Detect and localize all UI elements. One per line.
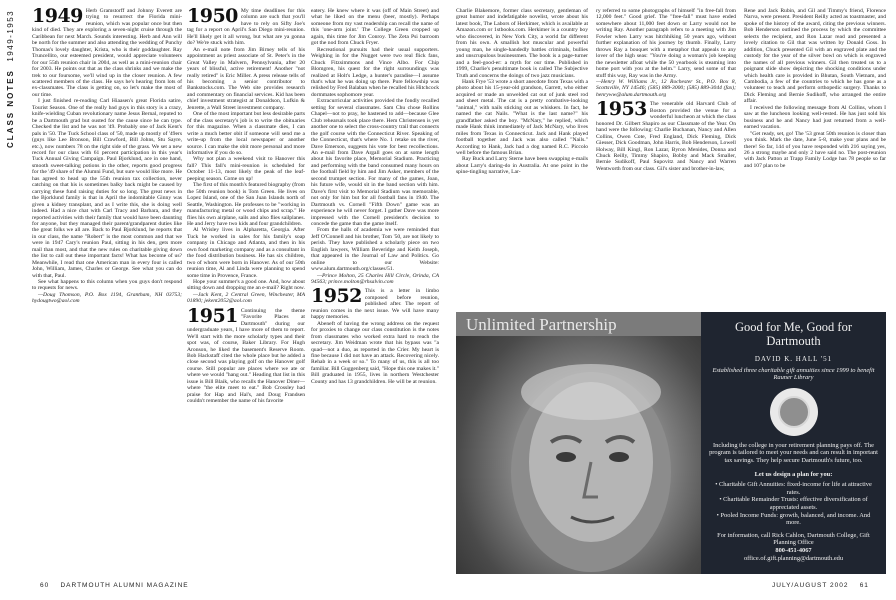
class-1950-signature: —Jack Kent, 2 Central Green, Winchester, MA 01890; jekent2052@aol.com [187, 291, 305, 305]
ad-plan-item: • Charitable Gift Annuities: fixed-income for life at attractive rates. [715, 481, 872, 496]
class-1950-paragraph: Al Wrisley lives in Alpharetta, Georgia. After Tuck he worked in sales for his family's soap company in Chicago and Atlanta, and then in his own food marketing company and as a consultant in the food distribution business. He has six children, two of whom were born in Hanover. As of our 50th reunion time, Al and Linda were planning to spend some time in Provence, France. [187, 227, 305, 279]
ad-plan-item: • Pooled Income Funds: growth, balanced, and income. And more. [716, 511, 871, 527]
ad-contact: For information, call Rick Cahlon, Dartmouth College, Gift Planning Office [717, 531, 870, 547]
class-1950-paragraph: The first of this month's featured biography (from the 50th reunion book) is Tom Green. He lives on Lopez Island, one of the San Juan Islands north of Seattle, Washington. He professes to be "working in manufacturing metal or wood chips and scrap." He flies his own airplane, sails and also flies sailplanes. He and Jerry have two kids and four grandchildren. [187, 182, 305, 227]
class-1949-intro: 1949 Herb Gramstorff and Johnny Everett are trying to resurrect the Florida mini-reunion, which was popular once but then kind of died. They are exploring a seven-night cruise through the Caribbean for next March. Sounds interesting. Herb and Ann will be north for the summer and also attending the wedding of Punchy Thomas's lovely daughter, Krista, who is their goddaughter. Ray Truncellito, our esteemed president, would appreciate volunteers for our 55th reunion chair in 2004, as well as a mini-reunion chair for 2003. He points out that as the class shrinks and we make the trek to our foursome, we'll wind up in the closer reunion. A few scattered members of the class. He says he's hearing from lots of ex-classmates. The class is getting on, so let's make the most of our time. [32, 5, 182, 98]
class-year-1949: 1949 [32, 5, 83, 27]
class-1951-paragraph: From the halls of academia we were reminded that Jeff O'Connell and his brother, Tom '50, are not likely to perish. They have published a scholarly piece on two English lawyers, William Beveridge and Keith Joseph, that appeared in the Journal of Law and Politics. Go online to our Website: www.alum.dartmouth.org/classes/51. [311, 227, 439, 273]
column-1951 [311, 8, 439, 385]
ad-author: DAVID K. HALL '51 [754, 355, 833, 363]
column-1952-cont [456, 8, 588, 308]
class-1952-paragraph: Ray Buck and Larry Sterne have been swapping e-mails about Larry's daring-do in Australia. At one point in the spine-tingling narrative, Lar- [456, 156, 588, 176]
column-1949 [32, 5, 182, 568]
class-1951-intro: 1951 Continuing the theme "Favorite Places at Dartmouth" during our undergraduate years, I have more of them to report. We'll start with the more scholarly types and their spot was, of course, Baker Library. For Hugh Aronson, he liked the basement's Reserve Room. Bob Hackstaff cited the whole place but he added a close second was playing golf on the Hanover golf course. Still popular are places where we ate or where we would "hang out." Heading that list in this issue is Bill Blaik, who recalls the Hanover Diner—where "the elite meet to eat." Bob Crossley had praise for Hap and Hal's, and Doug Frandsen couldn't remember the name of his favorite [187, 304, 305, 405]
section-tab-text [6, 10, 20, 170]
class-1950-paragraph: An e-mail note from Jim Birney tells of his appointment as priest associate of St. Peter's in the Great Valley in Malvern, Pennsylvania, after 20 years of blissful, active retirement! Another "not really retired" is Eric Miller. A press release tells of his becoming a senior contributor to Bankstocks.com. The Web site provides research and commentary on financial services. Kid has been chief investment strategist at Donaldson, Lufkin & Jenrette, a Wall Street investment company. [187, 46, 305, 111]
ad-phone[interactable]: 800-451-4067 [775, 546, 812, 554]
class-1952-signature: —Henry W. Williams Jr., 12 Rochester St., P.O. Box 8, Scottsville, NY 14546; (585) 889-3000; (585) 889-3044 (fax); henryww@alum.dartmouth.org [596, 78, 736, 98]
class-1952-paragraph: ry referred to some photographs of himself "in free-fall from 12,000 feet." Good grief. The "free-fall" must have ended somewhere about 11,000 feet down or Larry would not be writing Ray. Another paragraph refers to a meeting with Jim Fowler when Larry was hitchhiking 50 years ago, without further explanation of his journey by thumb. Finally, Larry throws Ray a bouquet with a metaphor that appeals to any lover of the high seas: "You're doing a woman's job keeping the newsletter afloat while the 50 yearbook is steaming into home port with you at the helm." Larry, send some of that stuff this way, Ray was in the Army. [596, 8, 736, 79]
ad-body: Including the college in your retirement planning pays off. The program is tailored to meet your needs and can result in important tax savings. They help secure Dartmouth's future, too. [709, 441, 878, 464]
class-1951-paragraph: Recreational pursuits had their usual supporters. Weighing in for the Nugget were two real flick fans, Chuck Fitzsimmons and Vince Albo. For Chip Blomgren, his quest for the right surroundings was realized at Holt's Ledge, a hunter's paradise—I assume that's what he was doing up there. Pure fellowship was relished by Fred Balaban when he recalled his Hitchcock dormmates sophomore year. [311, 46, 439, 98]
portrait-illustration [456, 312, 701, 574]
ad-plan-item: • Charitable Remainder Trusts: effective diversification of appreciated assets. [719, 496, 868, 511]
column-1953-cont [744, 8, 886, 308]
ad-plan-heading: Let us design a plan for you: [754, 470, 833, 478]
ad-email-link[interactable]: office.of.gift.planning@dartmouth.edu [743, 554, 844, 562]
class-year-1951: 1951 [187, 304, 238, 327]
section-label: CLASS NOTES [6, 69, 15, 149]
ad-panel [701, 312, 886, 574]
ad-headline: Good for Me, Good for Dartmouth [735, 320, 852, 348]
left-footer [40, 582, 189, 589]
ad-tagline: Established three charitable gift annuities since 1999 to benefit Rauner Library [712, 366, 875, 382]
class-year-1953: 1953 [596, 98, 647, 121]
class-1952-paragraph: Abeneft of having the wrong address on the request for proxies to change our class constitution is the notes from classmates who worked extra hard to reach the secretary. Jim Weidman wrote that his bypass was "a quad—not a duo, as reported in the Crier. My heart is fine because I did not have an attack. Recovering nicely. Rehab in a week or so." To many of us, this is all too familiar. Bill Guggenberg said, "Hope this one makes it." Bill graduated in 1955, lives in northern Westchester County and has 13 grandchildren. He will be at reunion. [311, 320, 439, 385]
class-1951-paragraph: Extracurricular activities provided the fondly recalled setting for several classmates. Sam Chu chose Rollins Chapel—not to pray, he hastened to add—because Glee Club rehearsals took place there. Hem Christensen is yet another one to select the cross-country trail that connects the golf course with the Connecticut River. Speaking of the Connecticut, that's where No. 1 retake on the river, Dave Emerson, suggests his vote for best recollections. An e-mail from Dave Argall goes on at some length about his favorite place, Memorial Stadium. Practicing and performing with the band consumed many hours on the football field by him and Jim Asker, members of the second trumpet section. For many of the games, Joan, his future wife, would sit in the band section with him. Dave's first visit to Memorial Stadium was memorable, not only for him but for all football fans in 1940. The Dartmouth vs. Cornell "Fifth Down" game was an experience he will never forget. I gather Dave was more impressed with the Cornell president's decision to concede the game than the game itself. [311, 98, 439, 227]
college-seal-icon [770, 388, 818, 436]
magazine-title: DARTMOUTH ALUMNI MAGAZINE [60, 582, 189, 589]
class-1952-paragraph: Hank Frye '53 wrote a short anecdote from Texas with a photo about his 15-year-old grandson, Garrett, who either acquired or made an unwelded cat out of junk steel rod and sheet metal. The cat is a pretty combative-looking "animal," with nails sticking out as whiskers. In fact, he named the cat Nails. "What is the last name?" his grandfather asked the boy. "McNary," he replied, which made Hank think immediately of Jack McNary, who lives miles from Texas in Connecticut. Jack and Hank played football together and Jack was also called "Nails." According to Hank, Jack had a dog named R.C. Piccolo well before the famous Brian. [456, 78, 588, 156]
class-1953-paragraph: I received the following message from Al Collins, whom I saw at the luncheon looking well-rested. He has just sold his business and he and Nancy had just returned from a well-earned vacation. [744, 104, 886, 131]
class-1949-signature: —Doug Thomson, P.O. Box 1194, Grantham, NH 03753; hydougtwo@aol.com [32, 291, 182, 305]
class-1950-paragraph: Hope your summer's a good one. And, how about sitting down and dropping me an e-mail? Right now. [187, 279, 305, 292]
portrait-photo [456, 312, 701, 574]
issue-date: JULY/AUGUST 2002 [772, 582, 849, 589]
class-1950-paragraph: Why not plan a weekend visit to Hanover this fall? This fall's mini-reunion is scheduled for October 11-13, most likely the peak of the leaf-peeping season. Come on up! [187, 156, 305, 182]
class-1950-paragraph: One of the most important but less desirable parts of the class secretary's job is to write the obituaries for this magazine. When a classmate dies, I can write a much better obit if someone will send me a write-up from the local newspaper or another source. I can make the obit more personal and more informative if you do so. [187, 111, 305, 156]
class-1951-paragraph: eatery. He knew where it was (off of Main Street) and what he liked on the menu (beer, mostly). Perhaps someone from my vast readership can recall the name of this 'one-arm joint.' The College Green cropped up again, this time for Jim Conroy. The Zeta Psi barroom got the nod from Chuck Fryer. [311, 8, 439, 47]
section-years: 1949-1953 [6, 10, 15, 62]
class-1950-intro: 1950 My time deadlines for this column are such that you'll have to rely on Sifty Joe's tag for a report on April's San Diego mini-reunion. He'll likely get it all wrong, but what are ya gonna do? We're stuck with him. [187, 5, 305, 47]
column-1950 [187, 5, 305, 405]
page-number-left: 60 [40, 582, 50, 589]
class-1951-signature: —Prince Molton, 25 Charles Hill Circle, Orinda, CA 94563; prince.molton@rhsalvin.com [311, 272, 439, 286]
ad-header: Unlimited Partnership [456, 312, 886, 336]
column-1953 [596, 8, 736, 308]
class-year-1950: 1950 [187, 5, 238, 27]
class-1949-paragraph: I just finished re-reading Carl Hiaasen's great Florida satire, Tourist Season. One of the really bad guys in this story is a crazy, knife-wielding Cuban revolutionary name Jesus Bernal, reputed to be a Dartmouth grad but ousted for the cause since he can type. Checked the list and he was not '49. Probably one of Jack Kent's pals in '50. The Tuck School class of '50, made up mostly of '49ers (guys like Lee Bronson, Bill Crawford, Bill Johns, Stu Sayre, etc.), now numbers 78 on the right side of the grass. We set a new record for our class with 61 percent participation in this year's Tuck Annual Giving Campaign. Paul Bjorklund, ace in one hand, smooth sweet-talking potions in the other, reports good progress for the '49 share of the Alumni Fund, but sure would like more. He has agreed to head up the 55th reunion tax collection, never catching on that his is sometimes balky back might be caused by carrying these fund raising duties for so long. The great news in the Bjorklund family is that in April the indomitable Ginny was given a kidney transplant, and as I write this, she is doing well indeed. Had a nice chat with Carl Tracy and Barbara, and they reported activities with their family that would have been daunting for anyone, but they managed their parent/grandparent duties like the great folks we all are. Back to Paul Bjorklund, he reports that in our class, the name "Robert" is the most common and that we were in 1947 Cary's reunion Paul, sitting in his den, gets more mail than most, and that the new rules on charitable giving down the list to call out these important facts! What has become of us? Meanwhile, I read that one American man in every four is called John, William, James, Charles or George. See what you can do with that, Paul. [32, 98, 182, 279]
right-footer [772, 582, 869, 589]
class-1953-intro: 1953 The venerable old Harvard Club of Boston provided the venue for a wonderful luncheon at which the class honored Dr. Gilbert Shapiro as our Classmate of the Year. On hand were the following: Charlie Buchanan, Nancy and Allen Collins, Owen Cote, Fred England, Dick Fleming, Dick Giesser, Dick Goodman, John Harris, Bob Henderson, Lowell Holway, Bill Kingl, Ron Lazar, Byron Menides, Donna and Chuck Reilly, Timmy Shapiro, Bobby and Mack Smaller, Bernie Sudikoff, Paul Supovitz and Nancy and Warren Wentworth from our class. Gil's sister and brother-in-law, [596, 98, 736, 172]
section-tab [6, 10, 20, 170]
class-1949-paragraph: See what happens to this column when you guys don't respond to requests for news. [32, 279, 182, 292]
gift-planning-ad [456, 312, 886, 574]
class-1953-paragraph: "Get ready, set, go! The '53 great 50th reunion is closer than you think. Mark the date, June 5-8, make your plans and be there! So far, 144 of you have responded with 216 saying yes, 26 a strong maybe and only 2 have said no. The post-reunion with Jack Patton at Trapp Family Lodge has 78 people so far and 107 plan to be [744, 130, 886, 169]
class-year-1952: 1952 [311, 285, 362, 308]
class-1953-paragraph: Rene and Jack Rubin, and Gil and Timmy's friend, Florence Narva, were present. President Reilly acted as toastmaster, and spoke of the history of the award, citing the previous winners. Bob Henderson outlined the process by which the committee selects the recipient, and Ron Lazar read and presented a lovely citation to Gil that was written by Donald Goss. In addition, Chuck presented Gil with an engraved plate and the custody for the year of the silver bowl on which is engraved the names of all previous winners. Gil then treated us to a poignant slide show depicting the shocking conditions under which health care is provided in Bhutan, South Vietnam, and Cambodia, a few of the countries to which he has gone as a volunteer to teach and perform orthopedic surgery. Thanks to Dick Fleming and Bernie Sudikoff, who arranged the entire affair. [744, 8, 886, 105]
class-1952-paragraph: Charlie Blakemore, former class secretary, gentleman of great humor and indefatigable novelist, wrote about his latest book, The Labors of Herkimer, which is available at Amazon.com or 1stbooks.com. Herkimer is a country boy who discovered, in New York City, a world far different from his own. A smallish hot muscular and powerful young man, he single-handedly battles criminals, bullies and unscrupulous businessmen. The book is a page-turner and a feel-good-er: a myth for our time. Published in 1999, Charlie's penultimate book is called The Subjective Truth and concerns the doings of two jazz musicians. [456, 8, 588, 79]
page-number-right: 61 [859, 582, 869, 589]
class-1952-intro: 1952 This is a letter in limbo composed before reunion, published after. The report of reunion comes in the next issue. We will have many happy memories. [311, 285, 439, 321]
